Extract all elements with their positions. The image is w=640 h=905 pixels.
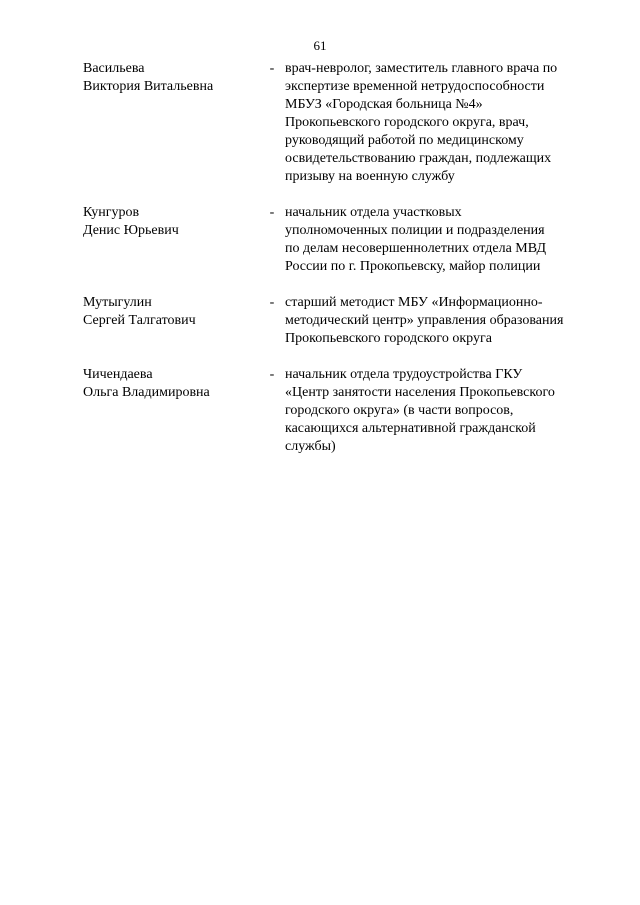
separator-dash: - bbox=[269, 205, 275, 220]
separator-dash: - bbox=[269, 295, 275, 310]
list-item bbox=[83, 204, 595, 276]
member-position: начальник отдела трудоустройства ГКУ «Центр занятости населения Прокопьевского городского округа» (в части вопросов, касающихся альтернативной гражданской службы) bbox=[285, 367, 555, 454]
member-name: Васильева Виктория Витальевна bbox=[83, 61, 214, 94]
list-item bbox=[83, 60, 595, 186]
list-item bbox=[83, 294, 595, 348]
member-name: Кунгуров Денис Юрьевич bbox=[83, 205, 179, 238]
member-list bbox=[83, 60, 595, 474]
separator-dash: - bbox=[269, 367, 275, 382]
member-position: старший методист МБУ «Информационно- методический центр» управления образования Прокопьевского городского округа bbox=[285, 295, 564, 346]
member-name: Мутыгулин Сергей Талгатович bbox=[83, 295, 196, 328]
member-position: начальник отдела участковых уполномоченных полиции и подразделения по делам несовершеннолетних отдела МВД России по г. Прокопьевску, майор полиции bbox=[285, 205, 547, 274]
member-position: врач-невролог, заместитель главного врача по экспертизе временной нетрудоспособности МБУЗ «Городская больница №4» Прокопьевского городского округа, врач, руководящий работой по медицинскому освидетельствованию граждан, подлежащих призыву на военную службу bbox=[285, 61, 558, 184]
member-name: Чичендаева Ольга Владимировна bbox=[83, 367, 210, 400]
list-item bbox=[83, 366, 595, 456]
separator-dash: - bbox=[269, 61, 275, 76]
page-number: 61 bbox=[313, 38, 327, 53]
